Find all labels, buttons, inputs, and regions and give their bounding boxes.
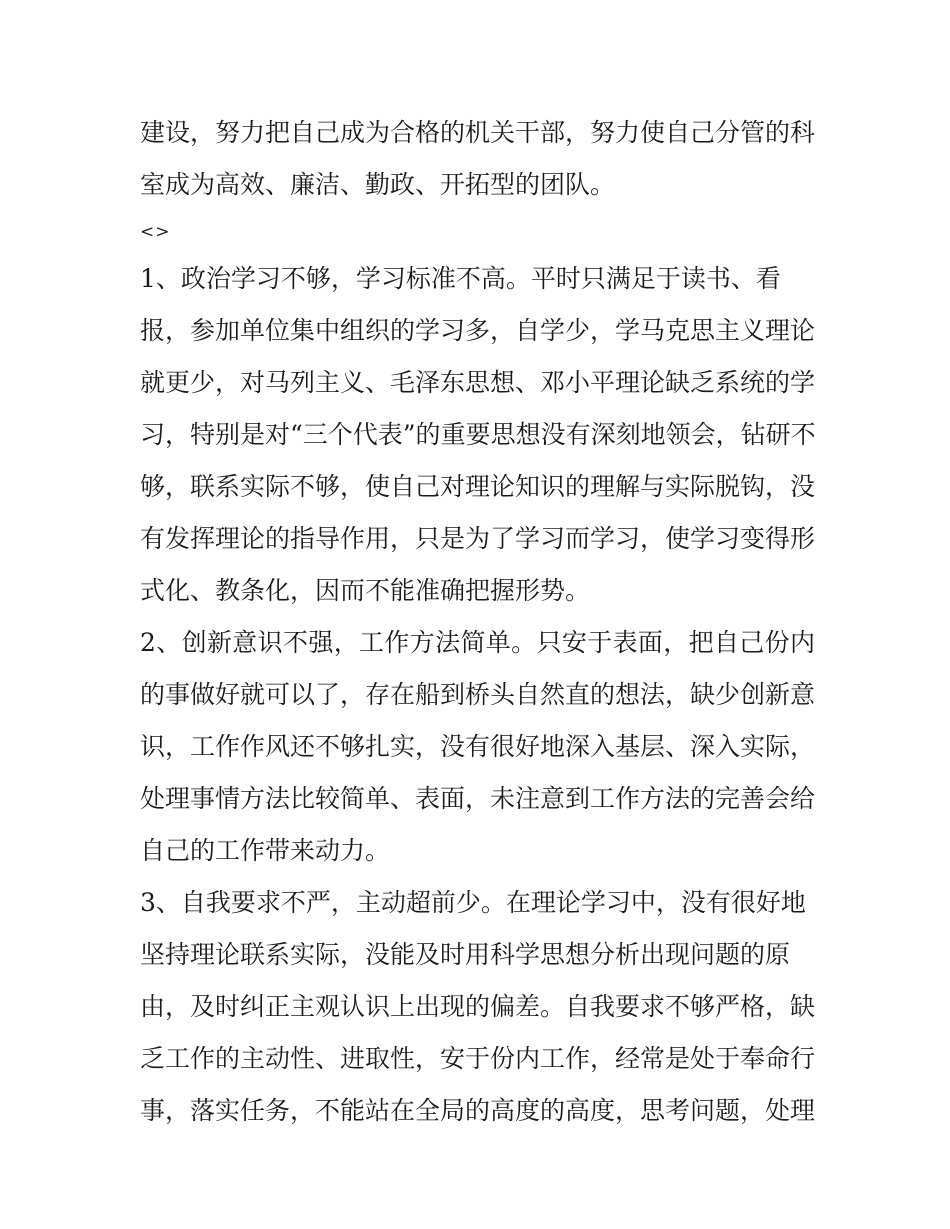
text-line: 室成为高效、廉洁、勤政、开拓型的团队。 [140, 170, 616, 199]
text-line: 处理事情方法比较简单、表面，未注意到工作方法的完善会给 [140, 784, 816, 813]
text-line: 1、政治学习不够，学习标准不高。平时只满足于读书、看 [140, 264, 781, 293]
text-line: 习，特别是对“三个代表”的重要思想没有深刻地领会，钻研不 [140, 420, 816, 449]
text-line: 自己的工作带来动力。 [140, 836, 391, 865]
text-line: 事，落实任务，不能站在全局的高度的高度，思考问题，处理 [140, 1096, 816, 1125]
text-line-marker: <> [140, 222, 171, 242]
text-line: 3、自我要求不严，主动超前少。在理论学习中，没有很好地 [140, 888, 806, 917]
text-line: 2、创新意识不强，工作方法简单。只安于表面，把自己份内 [140, 628, 815, 657]
text-line: 乏工作的主动性、进取性，安于份内工作，经常是处于奉命行 [140, 1044, 816, 1073]
text-line: 由，及时纠正主观认识上出现的偏差。自我要求不够严格，缺 [140, 992, 816, 1021]
text-line: 建设，努力把自己成为合格的机关干部，努力使自己分管的科 [140, 118, 816, 147]
text-line: 有发挥理论的指导作用，只是为了学习而学习，使学习变得形 [140, 524, 816, 553]
text-line: 式化、教条化，因而不能准确把握形势。 [140, 576, 591, 605]
document-body [140, 107, 815, 1137]
text-line: 就更少，对马列主义、毛泽东思想、邓小平理论缺乏系统的学 [140, 368, 816, 397]
text-line: 坚持理论联系实际，没能及时用科学思想分析出现问题的原 [140, 940, 791, 969]
text-line: 的事做好就可以了，存在船到桥头自然直的想法，缺少创新意 [140, 680, 816, 709]
text-line: 够，联系实际不够，使自己对理论知识的理解与实际脱钩，没 [140, 472, 816, 501]
text-line: 报，参加单位集中组织的学习多，自学少，学马克思主义理论 [140, 316, 816, 345]
text-line: 识，工作作风还不够扎实，没有很好地深入基层、深入实际， [140, 732, 816, 761]
